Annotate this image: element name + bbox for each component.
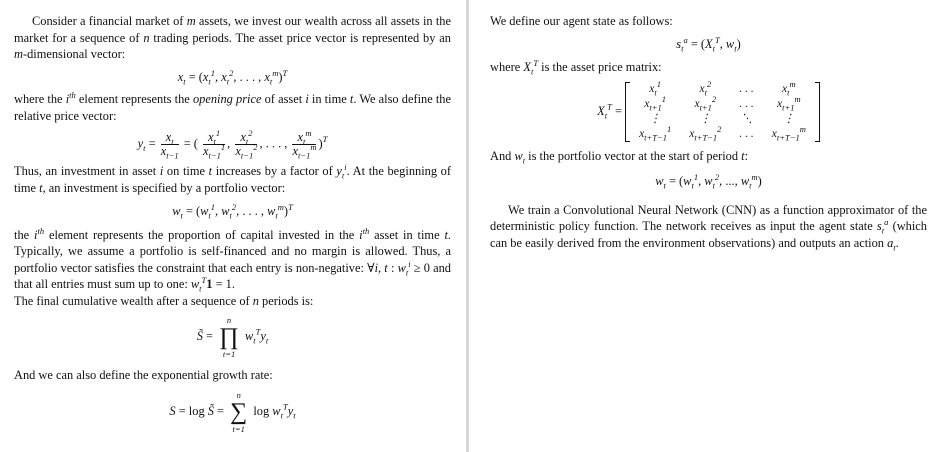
paragraph-opening-price: where the $i^{th}$ element represents the opening price of asset i in time t. We also define the relative price vector: [14, 89, 452, 123]
left-page [0, 0, 466, 452]
equation-cumulative-wealth: S̃ = n ∏ t=1 $w_t^Ty_t$ [196, 315, 269, 359]
price-matrix: $x_t^1$ $x_t^2$ . . . $x_t^m$ $x_{t+1}^1$ $x_{t+1}^2$ . . . $x_{t+1}^m$ ⋮ ⋮ ⋱ ⋮ $x_{t+T-1}^1$ $x_{t+T-1}^2$ . . . $x_{t+T-1}^m$ [625, 82, 820, 142]
equation-relative-price: $y_t$ = $\frac{x_t}{x_{t-1}}$ = ( $\frac{x_t^1}{x_{t-1}^1}$ , $\frac{x_t^2}{x_{t-1}^2}$ , . . . , $\frac{x_t^m}{x_{t-1}^m}$ )$^T$ [137, 127, 328, 161]
equation-agent-state: $s_t^a = (X_t^T$, $w_t$) [676, 34, 741, 53]
equation-portfolio-vector: $w_t = (w_t^1$, $w_t^2$, . . . , $w_t^m)^T$ [172, 201, 293, 221]
right-column [490, 13, 927, 251]
paragraph-growth-rate: And we can also define the exponential growth rate: [14, 368, 273, 382]
equation-growth-rate: S = log S̃ = n ∑ t=1 $\log w_t^Ty_t$ [169, 389, 296, 434]
paragraph-agent-state: We define our agent state as follows: [490, 14, 673, 28]
paragraph-price-matrix: where $X_t^T$ is the asset price matrix: [490, 57, 662, 77]
paragraph-investment-factor: Thus, an investment in asset i on time t increases by a factor of $y_t^i$. At the beginning of time t, an investment is specified by a portfolio vector: [14, 161, 451, 195]
paragraph-portfolio-constraints: the $i^{th}$ element represents the proportion of capital invested in the $i^{th}$ asset in time t. Typically, we assume a portfolio is self-financed and no margin is allowed. Thus, a portfolio vector satisfies the constraint that each entry is non-negative: ∀i, t : $w_t^i \ge 0$ and that all entries must sum up to one: $w_t^T1 = 1$. [14, 225, 451, 294]
paragraph-market-intro-rendered: Consider a financial market of m assets, we invest our wealth across all assets in the market for a sequence of n trading periods. The asset price vector is represented by an m-dimensional vector: [14, 14, 452, 61]
equation-portfolio-w: $w_t = (w_t^1$, $w_t^2$, ..., $w_t^m$) [655, 171, 762, 191]
paragraph-portfolio-start: And $w_t$ is the portfolio vector at the start of period t: [490, 148, 749, 165]
paragraph-cumulative-wealth: The final cumulative wealth after a sequence of n periods is: [14, 293, 314, 308]
paragraph-cnn: We train a Convolutional Neural Network (CNN) as a function approximator of the deterministic policy function. The network receives as input the agent state $s_t^a$ (which can be easily derived from the environment observations) and outputs an action $a_t$. [490, 202, 927, 252]
equation-price-matrix: $X_t^T$ = $x_t^1$ $x_t^2$ . . . $x_t^m$ $x_{t+1}^1$ $x_{t+1}^2$ . . . $x_{t+1}^m$ ⋮ ⋮ ⋱ ⋮ $x_{t+T-1}^1$ $x_{t+T-1}^2$ . . . $x_{t+T-1}^m$ [490, 82, 927, 142]
left-column [14, 13, 451, 434]
equation-price-vector: $x_t = (x_t^1$, $x_t^2$, . . . , $x_t^m)^T$ [177, 67, 288, 86]
right-page [469, 0, 940, 452]
